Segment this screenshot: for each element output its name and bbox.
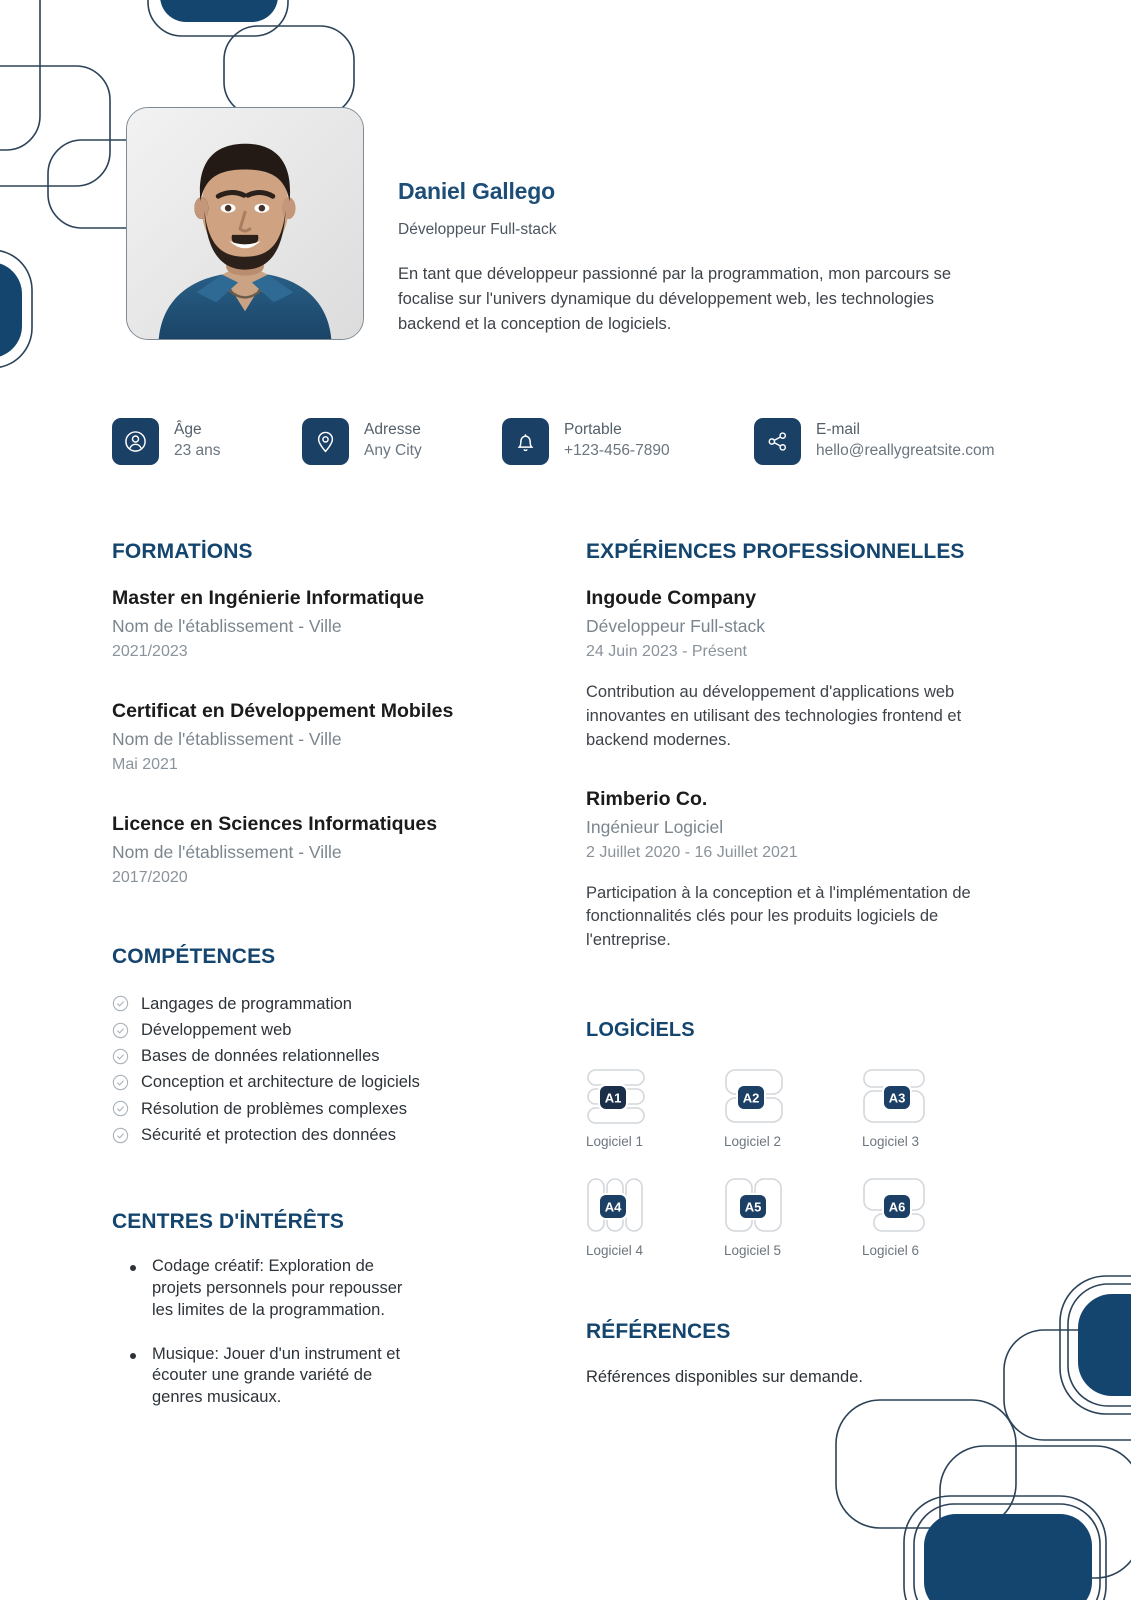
contact-item-age[interactable] bbox=[112, 418, 302, 465]
formation-school: Nom de l'établissement - Ville bbox=[112, 729, 342, 750]
skill-label: Sécurité et protection des données bbox=[141, 1126, 397, 1144]
profile-photo-image bbox=[127, 108, 363, 339]
software-badge-icon-a6 bbox=[862, 1177, 940, 1235]
share-icon bbox=[754, 418, 801, 465]
check-circle-icon bbox=[112, 1048, 129, 1065]
software-name: Logiciel 1 bbox=[586, 1134, 644, 1150]
software-name: Logiciel 4 bbox=[586, 1243, 644, 1259]
contact-value: +123-456-7890 bbox=[564, 442, 670, 460]
software-item[interactable] bbox=[724, 1068, 862, 1149]
contact-value: hello@reallygreatsite.com bbox=[816, 442, 995, 460]
software-badge-icon-a4 bbox=[586, 1177, 664, 1235]
software-badge-text: A5 bbox=[744, 1199, 762, 1215]
section-title-interets: CENTRES D'İNTÉRÊTS bbox=[112, 1210, 344, 1234]
list-item bbox=[112, 1071, 532, 1093]
list-item bbox=[112, 1256, 412, 1321]
section-title-competences: COMPÉTENCES bbox=[112, 944, 276, 968]
experience-desc: Participation à la conception et à l'implémentation de fonctionnalités clés pour les produits logiciels de l'entreprise. bbox=[586, 883, 971, 950]
software-badge-icon-a3 bbox=[862, 1068, 940, 1126]
check-circle-icon bbox=[112, 1074, 129, 1091]
contact-label: Âge bbox=[174, 421, 202, 439]
software-grid bbox=[586, 1068, 1006, 1258]
software-badge-icon-a1 bbox=[586, 1068, 664, 1126]
software-badge-icon-a2 bbox=[724, 1068, 802, 1126]
formation-school: Nom de l'établissement - Ville bbox=[112, 842, 342, 863]
formation-date: 2021/2023 bbox=[112, 643, 188, 661]
contact-value: Any City bbox=[364, 442, 422, 460]
formation-entry bbox=[112, 812, 532, 889]
section-title-references: RÉFÉRENCES bbox=[586, 1320, 731, 1344]
list-item bbox=[112, 1098, 532, 1120]
interest-text: Codage créatif: Exploration de projets personnels pour repousser les limites de la programmation. bbox=[152, 1257, 403, 1319]
interest-text: Musique: Jouer d'un instrument et écouter une grande variété de genres musicaux. bbox=[152, 1344, 401, 1407]
list-item bbox=[112, 1045, 532, 1067]
formation-title: Certificat en Développement Mobiles bbox=[112, 699, 454, 722]
right-column bbox=[586, 540, 1006, 1390]
formation-date: 2017/2020 bbox=[112, 868, 188, 886]
bell-icon bbox=[502, 418, 549, 465]
location-pin-icon bbox=[302, 418, 349, 465]
header-summary: En tant que développeur passionné par la programmation, mon parcours se focalise sur l'univers dynamique du développement web, les technologies backend et la conception de logiciels. bbox=[398, 265, 952, 334]
skill-label: Développement web bbox=[141, 1020, 292, 1039]
list-item bbox=[112, 1124, 532, 1146]
formation-title: Licence en Sciences Informatiques bbox=[112, 812, 438, 835]
software-badge-text: A1 bbox=[604, 1090, 622, 1106]
experience-company: Rimberio Co. bbox=[586, 787, 708, 810]
contact-label: Portable bbox=[564, 421, 622, 439]
interests-list bbox=[112, 1256, 532, 1409]
formation-title: Master en Ingénierie Informatique bbox=[112, 587, 425, 609]
list-item bbox=[112, 993, 532, 1015]
check-circle-icon bbox=[112, 1127, 129, 1144]
formation-date: Mai 2021 bbox=[112, 755, 178, 773]
profile-photo bbox=[126, 107, 364, 340]
software-badge-text: A6 bbox=[888, 1199, 906, 1215]
experience-company: Ingoude Company bbox=[586, 587, 757, 609]
software-badge-text: A4 bbox=[604, 1199, 622, 1215]
software-name: Logiciel 5 bbox=[724, 1243, 782, 1259]
experience-date: 24 Juin 2023 - Présent bbox=[586, 643, 747, 661]
formation-school: Nom de l'établissement - Ville bbox=[112, 616, 342, 637]
software-badge-icon-a5 bbox=[724, 1177, 802, 1235]
formation-entry bbox=[112, 586, 532, 663]
page-title: Daniel Gallego bbox=[398, 178, 555, 204]
user-circle-icon bbox=[112, 418, 159, 465]
experience-date: 2 Juillet 2020 - 16 Juillet 2021 bbox=[586, 843, 798, 861]
experience-entry bbox=[586, 787, 1006, 954]
section-title-logiciels: LOGİCİELS bbox=[586, 1019, 695, 1042]
references-text: Références disponibles sur demande. bbox=[586, 1368, 863, 1387]
contact-row bbox=[112, 418, 1022, 465]
experience-role: Développeur Full-stack bbox=[586, 616, 765, 637]
bullet-icon bbox=[130, 1353, 136, 1359]
contact-item-email[interactable] bbox=[754, 418, 1022, 465]
list-item bbox=[112, 1344, 412, 1409]
software-item[interactable] bbox=[586, 1177, 724, 1258]
software-name: Logiciel 3 bbox=[862, 1134, 920, 1150]
skill-label: Bases de données relationnelles bbox=[141, 1047, 380, 1066]
left-column bbox=[112, 540, 532, 1431]
experience-entry bbox=[586, 586, 1006, 753]
software-badge-text: A2 bbox=[742, 1090, 760, 1106]
skill-label: Langages de programmation bbox=[141, 994, 352, 1013]
contact-label: Adresse bbox=[364, 421, 421, 439]
contact-item-address[interactable] bbox=[302, 418, 502, 465]
check-circle-icon bbox=[112, 1100, 129, 1117]
software-item[interactable] bbox=[862, 1177, 1000, 1258]
check-circle-icon bbox=[112, 1022, 129, 1039]
experience-role: Ingénieur Logiciel bbox=[586, 817, 724, 837]
section-title-experiences: EXPÉRİENCES PROFESSİONNELLES bbox=[586, 540, 965, 563]
list-item bbox=[112, 1019, 532, 1041]
contact-label: E-mail bbox=[816, 421, 860, 439]
skill-label: Conception et architecture de logiciels bbox=[141, 1073, 420, 1092]
software-name: Logiciel 6 bbox=[862, 1243, 920, 1259]
header-text-block bbox=[398, 178, 998, 337]
contact-item-phone[interactable] bbox=[502, 418, 754, 465]
software-item[interactable] bbox=[862, 1068, 1000, 1149]
skill-label: Résolution de problèmes complexes bbox=[141, 1099, 407, 1118]
check-circle-icon bbox=[112, 995, 129, 1012]
experience-desc: Contribution au développement d'applications web innovantes en utilisant des technologies frontend et backend modernes. bbox=[586, 682, 962, 749]
bullet-icon bbox=[130, 1265, 136, 1271]
formation-entry bbox=[112, 699, 532, 776]
header-role: Développeur Full-stack bbox=[398, 221, 557, 238]
software-item[interactable] bbox=[724, 1177, 862, 1258]
software-name: Logiciel 2 bbox=[724, 1134, 782, 1150]
software-badge-text: A3 bbox=[888, 1090, 906, 1106]
contact-value: 23 ans bbox=[174, 442, 221, 460]
software-item[interactable] bbox=[586, 1068, 724, 1149]
section-title-formations: FORMATİONS bbox=[112, 540, 253, 563]
skills-list bbox=[112, 993, 532, 1147]
